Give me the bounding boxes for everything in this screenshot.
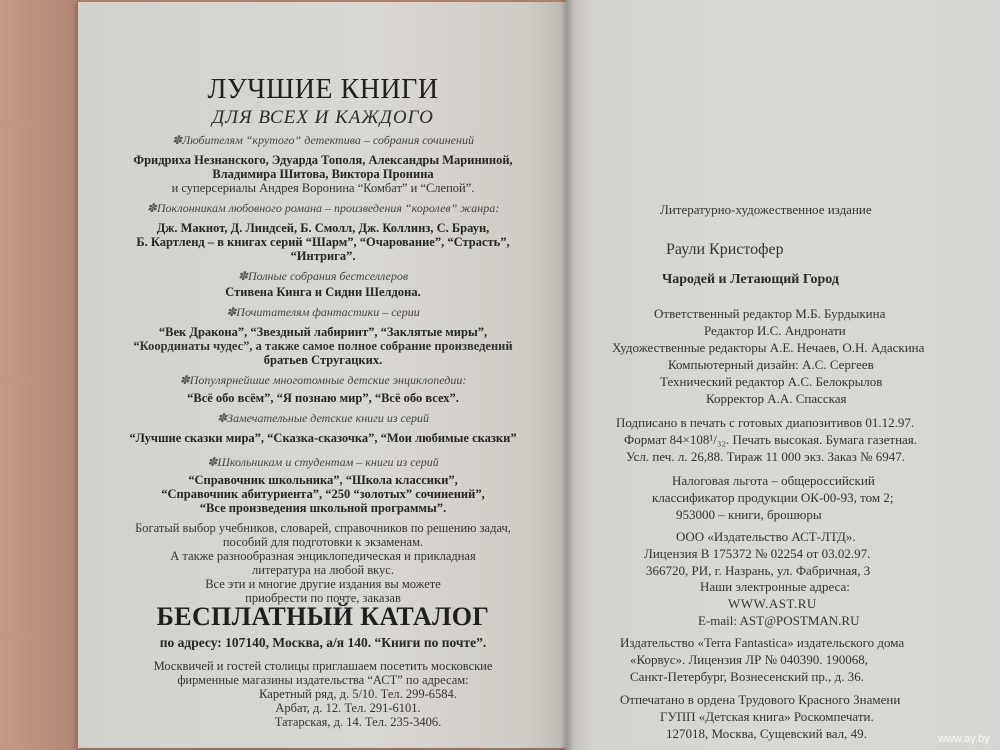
star-icon: ✽ — [179, 373, 190, 387]
copublisher-line: Издательство «Terra Fantastica» издательского дома — [620, 635, 905, 650]
print-info: Формат 84×108¹/₃₂. Печать высокая. Бумага газетная. — [624, 432, 918, 447]
section-line: “Всё обо всём”, “Я познаю мир”, “Всё обо всех”. — [187, 391, 459, 405]
section-line: “Координаты чудес”, а также самое полное собрание произведений — [133, 339, 513, 353]
star-icon: ✽ — [226, 305, 237, 319]
ad-title: ЛУЧШИЕ КНИГИ — [207, 74, 439, 105]
section-line: и суперсериалы Андрея Воронина “Комбат” и “Слепой”. — [171, 181, 475, 195]
section-line: “Справочник абитуриента”, “250 “золотых” сочинений”, — [161, 487, 485, 501]
section-heading: ✽Школьникам и студентам – книги из серий — [207, 455, 439, 469]
table-surface — [0, 0, 80, 750]
store-address: Татарская, д. 14. Тел. 235-3406. — [274, 715, 442, 729]
promo-line: Все эти и многие другие издания вы можете — [205, 577, 441, 591]
publisher-line: 366720, РИ, г. Назрань, ул. Фабричная, 3 — [646, 563, 871, 578]
section-line: “Все произведения школьной программы”. — [199, 501, 447, 515]
book-author: Раули Кристофер — [666, 241, 784, 258]
credit-line: Редактор И.С. Андронати — [704, 323, 846, 338]
promo-line: пособий для подготовки к экзаменам. — [222, 535, 424, 549]
section-line: Фридриха Незнанского, Эдуарда Тополя, Александры Марининой, — [133, 153, 513, 167]
credit-line: Технический редактор А.С. Белокрылов — [660, 374, 883, 389]
promo-line: приобрести по почте, заказав — [245, 591, 401, 605]
star-icon: ✽ — [237, 269, 248, 283]
section-line: Б. Картленд – в книгах серий “Шарм”, “Очарование”, “Страсть”, — [136, 235, 510, 249]
book-gutter — [560, 0, 574, 750]
stores-intro: Москвичей и гостей столицы приглашаем посетить московские — [153, 659, 493, 673]
store-address: Арбат, д. 12. Тел. 291-6101. — [275, 701, 421, 715]
section-line: Дж. Макнот, Д. Линдсей, Б. Смолл, Дж. Коллинз, С. Браун, — [156, 221, 490, 235]
section-line: “Интрига”. — [290, 249, 356, 263]
section-heading: ✽Поклонникам любовного романа – произведения “королев” жанра: — [146, 201, 500, 215]
section-heading: ✽Любителям “крутого” детектива – собрания сочинений — [172, 133, 474, 147]
web-heading: Наши электронные адреса: — [700, 579, 850, 594]
book-title: Чародей и Летающий Город — [662, 272, 839, 287]
stores-intro: фирменные магазины издательства “АСТ” по адресам: — [177, 673, 469, 687]
email: E-mail: AST@POSTMAN.RU — [698, 613, 860, 628]
tax-info: классификатор продукции ОК-00-93, том 2; — [652, 490, 894, 505]
store-address: Каретный ряд, д. 5/10. Тел. 299-6584. — [259, 687, 457, 701]
watermark: www.ay.by — [938, 733, 990, 745]
printer-line: ГУПП «Детская книга» Роскомпечати. — [660, 709, 874, 724]
publisher-line: Лицензия В 175372 № 02254 от 03.02.97. — [644, 546, 871, 561]
catalog-address: по адресу: 107140, Москва, а/я 140. “Книги по почте”. — [159, 635, 487, 650]
promo-line: А также разнообразная энциклопедическая и прикладная — [170, 549, 476, 563]
credit-line: Корректор А.А. Спасская — [706, 391, 847, 406]
tax-info: Налоговая льгота – общероссийский — [672, 473, 875, 488]
publisher-line: ООО «Издательство АСТ-ЛТД». — [676, 529, 856, 544]
left-page-content — [88, 0, 558, 750]
print-info: Усл. печ. л. 26,88. Тираж 11 000 экз. Заказ № 6947. — [626, 449, 905, 464]
website: WWW.AST.RU — [728, 596, 817, 611]
section-heading: ✽Почитателям фантастики – серии — [226, 305, 420, 319]
tax-info: 953000 – книги, брошюры — [676, 507, 822, 522]
section-line: “Справочник школьника”, “Школа классики”, — [188, 473, 458, 487]
printer-line: Отпечатано в ордена Трудового Красного Знамени — [620, 692, 901, 707]
ad-subtitle: ДЛЯ ВСЕХ И КАЖДОГО — [212, 107, 434, 128]
promo-line: Богатый выбор учебников, словарей, справочников по решению задач, — [135, 521, 511, 535]
section-line: Стивена Кинга и Сидни Шелдона. — [225, 285, 421, 299]
edition-type: Литературно-художественное издание — [660, 202, 872, 217]
promo-line: литература на любой вкус. — [252, 563, 394, 577]
section-line: “Лучшие сказки мира”, “Сказка-сказочка”, “Мои любимые сказки” — [129, 431, 517, 445]
credit-line: Компьютерный дизайн: А.С. Сергеев — [668, 357, 874, 372]
section-line: “Век Дракона”, “Звездный лабиринт”, “Заклятые миры”, — [158, 325, 488, 339]
section-heading: ✽Замечательные детские книги из серий — [216, 411, 430, 425]
section-line: братьев Стругацких. — [263, 353, 383, 367]
catalog-title: БЕСПЛАТНЫЙ КАТАЛОГ — [156, 602, 490, 631]
credit-line: Художественные редакторы А.Е. Нечаев, О.Н. Адаскина — [612, 340, 925, 355]
star-icon: ✽ — [207, 455, 218, 469]
section-line: Владимира Шитова, Виктора Пронина — [212, 167, 434, 181]
star-icon: ✽ — [172, 133, 183, 147]
copublisher-line: «Корвус». Лицензия ЛР № 040390. 190068, — [630, 652, 868, 667]
star-icon: ✽ — [146, 201, 157, 215]
print-info: Подписано в печать с готовых диапозитивов 01.12.97. — [616, 415, 915, 430]
section-heading: ✽Полные собрания бестселлеров — [237, 269, 409, 283]
section-heading: ✽Популярнейшие многотомные детские энциклопедии: — [179, 373, 467, 387]
star-icon: ✽ — [216, 411, 228, 425]
credit-line: Ответственный редактор М.Б. Бурдыкина — [654, 306, 886, 321]
printer-line: 127018, Москва, Сущевский вал, 49. — [666, 726, 867, 741]
copublisher-line: Санкт-Петербург, Вознесенский пр., д. 36. — [630, 669, 864, 684]
